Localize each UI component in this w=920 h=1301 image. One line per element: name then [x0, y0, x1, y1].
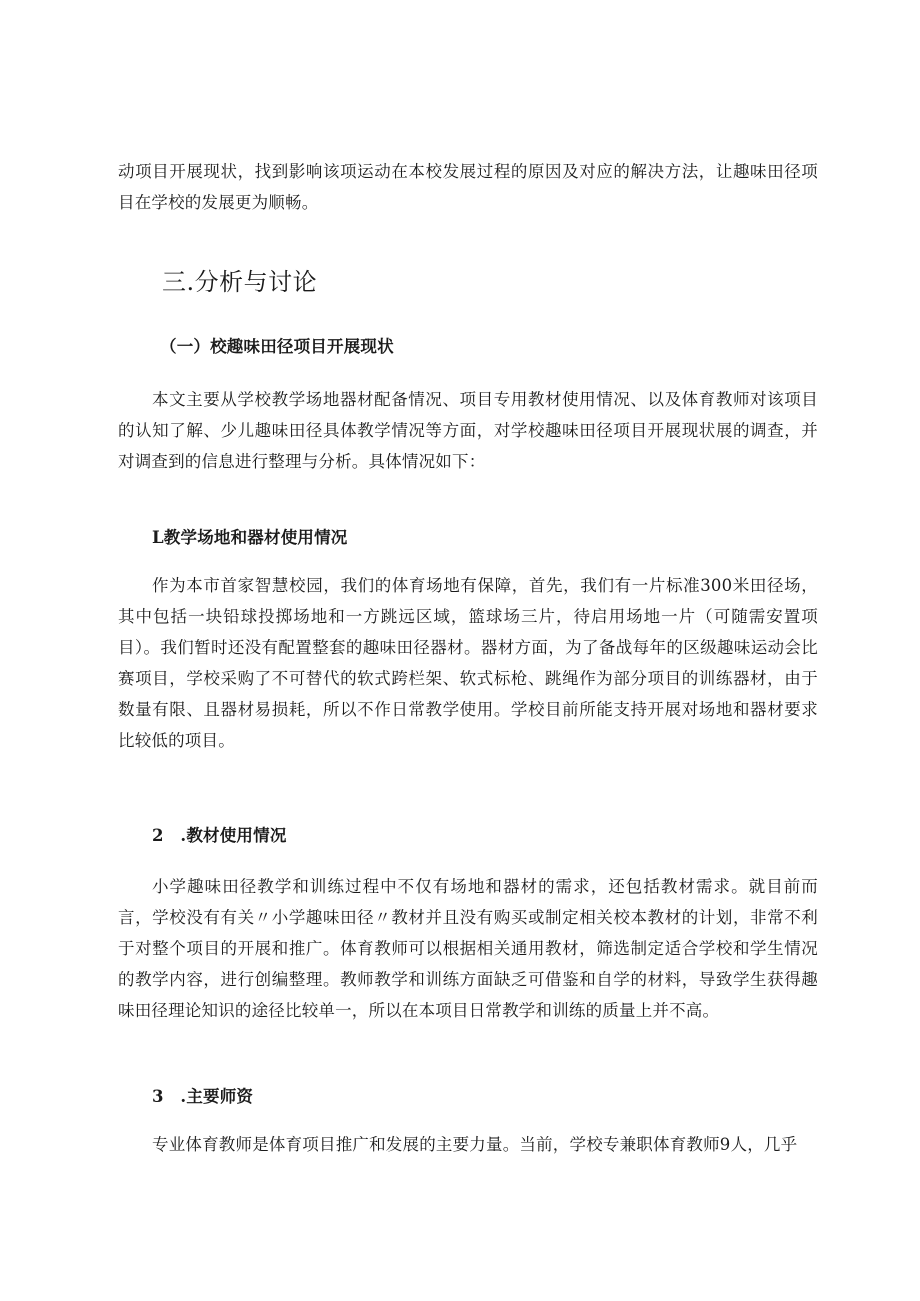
intro-paragraph: 动项目开展现状，找到影响该项运动在本校发展过程的原因及对应的解决方法，让趣味田径项目在学校的发展更为顺畅。	[118, 162, 818, 212]
subsection-heading: （一）校趣味田径项目开展现状	[160, 337, 394, 356]
section-heading: 三.分析与讨论	[162, 268, 318, 296]
overview-paragraph: 本文主要从学校教学场地器材配备情况、项目专用教材使用情况、以及体育教师对该项目的认知了解、少儿趣味田径具体教学情况等方面，对学校趣味田径项目开展现状展的调查，并对调查到的信息进行整理与分析。具体情况如下：	[118, 390, 818, 471]
item1-title: L教学场地和器材使用情况	[152, 528, 348, 547]
item3-paragraph: 专业体育教师是体育项目推广和发展的主要力量。当前，学校专兼职体育教师9人，几乎	[152, 1135, 798, 1154]
item1-paragraph: 作为本市首家智慧校园，我们的体育场地有保障，首先，我们有一片标准300米田径场，其中包括一块铅球投掷场地和一方跳远区域，篮球场三片，待启用场地一片（可随需安置项目）。我们暂时还没有配置整套的趣味田径器材。器材方面，为了备战每年的区级趣味运动会比赛项目，学校采购了不可替代的软式跨栏架、软式标枪、跳绳作为部分项目的训练器材，由于数量有限、且器材易损耗，所以不作日常教学使用。学校目前所能支持开展对场地和器材要求比较低的项目。	[118, 576, 818, 750]
item2-paragraph: 小学趣味田径教学和训练过程中不仅有场地和器材的需求，还包括教材需求。就目前而言，学校没有有关〃小学趣味田径〃教材并且没有购买或制定相关校本教材的计划，非常不利于对整个项目的开展和推广。体育教师可以根据相关通用教材，筛选制定适合学校和学生情况的教学内容，进行创编整理。教师教学和训练方面缺乏可借鉴和自学的材料，导致学生获得趣味田径理论知识的途径比较单一，所以在本项目日常教学和训练的质量上并不高。	[118, 877, 818, 1020]
item2-title: 2 .教材使用情况	[152, 826, 287, 845]
item3-title: 3 .主要师资	[152, 1087, 254, 1106]
